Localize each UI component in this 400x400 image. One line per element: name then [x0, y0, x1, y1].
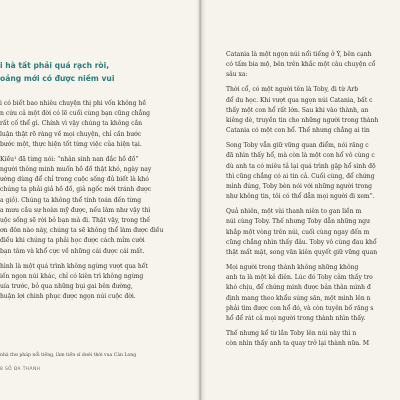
- text-line: a giỏ). Chúng ta không thể tính toán đến từng: [0, 196, 142, 204]
- right-body-text: [226, 50, 400, 354]
- text-line: cũng chẳng nhìn thấy đâu. Toby vô cùng đau khổ: [226, 238, 377, 246]
- right-page: [201, 0, 400, 400]
- text-line: thấy một con hổ rất lớn. Sau khi vào thành, an: [226, 106, 369, 114]
- text-line: núi cùng Toby. Thế nhưng Toby dẫn những ngư: [226, 218, 370, 226]
- text-line: bước một, thực hiện tốt từng việc của hiện tại.: [0, 140, 142, 148]
- left-body-text: [0, 99, 199, 307]
- text-line: a mưu cầu sự hoàn mỹ được, nếu làm như vậy thì: [0, 206, 151, 214]
- paragraph: [226, 207, 400, 258]
- text-line: iến ngọn núi khác, chỉ có kiên trì không ngừng: [0, 272, 144, 280]
- text-line: huận lợi chinh phục được ngọn núi cuộc đời.: [0, 293, 136, 301]
- chapter-heading: [0, 59, 199, 85]
- text-line: uía trước, bỏ qua những bụi gai bên đường,: [0, 283, 133, 291]
- text-line: thì cũng chẳng có ai tin cả. Cuối cùng, để chứng: [226, 172, 375, 180]
- text-line: Song Toby vẫn giữ vững quan điểm, nói răng c: [226, 142, 369, 150]
- left-page: [0, 0, 199, 400]
- text-line: có tấm bia mộ, bên trên khắc một câu chuyện cổ: [226, 61, 376, 69]
- text-line: sâu xa:: [226, 71, 248, 79]
- text-line: Catania là một ngọn núi nổi tiếng ở Ý, bên cạnh: [226, 51, 372, 58]
- text-line: khó chịu, để chứng minh được bản thân mình đ: [226, 284, 371, 292]
- text-line: rất cố thể gì. Chính vì vậy chúng ta không cần: [0, 120, 143, 128]
- text-line: dù anh ta có miêu tả lại quá trình gặp hổ sinh độ: [226, 162, 376, 170]
- heading-line: i hà tất phải quá rạch ròi,: [0, 61, 110, 70]
- text-line: luận thật rõ ràng về mọi chuyện, chỉ cần bước: [0, 130, 142, 138]
- paragraph: [226, 141, 400, 202]
- text-line: Quả nhiên, một vài thanh niên to gan liền m: [226, 208, 362, 216]
- text-line: Mọi người trong thành không những không: [226, 264, 359, 272]
- text-line: như không tin, tôi có thể dẫn mọi người đi xem”.: [226, 193, 375, 201]
- text-line: khắp một vòng trên núi, cuối cùng ngay đến m: [226, 228, 370, 236]
- text-line: Kiều¹ đã từng nói: “nhân sinh nan đắc hồ đồ”: [0, 155, 139, 163]
- text-line: ơn đôn nào này, chúng ta sẽ không thể làm được điều: [0, 227, 164, 235]
- text-line: đã nhìn thấy hổ, mà còn là một con hổ vô cùng c: [226, 152, 375, 160]
- heading-line: oảng mới có được niềm vui: [0, 74, 115, 83]
- text-line: kiêng dè, truyền tin cho những người trong thành: [226, 117, 379, 125]
- text-line: để du học. Khi vượt qua ngọn núi Catania, bất c: [226, 96, 373, 104]
- text-line: anh ta là một kẻ điên. Lúc đó Toby cảm thấy tro: [226, 274, 373, 282]
- book-gutter: [196, 0, 206, 400]
- text-line: Thời cổ, có một người tên là Toby, đi từ Arb: [226, 86, 359, 94]
- paragraph: [226, 85, 400, 136]
- text-line: hình là một quá trình không ngừng vượt qua hết: [0, 262, 148, 270]
- page-footer: 8 SỐ ĐA THÀNH: [0, 367, 41, 372]
- text-line: thật mất mặt, song văn kiên quyết giữ vững quan: [226, 249, 378, 257]
- paragraph: [0, 99, 199, 150]
- text-line: Catania có một con hổ. Thế nhưng chẳng ai tin: [226, 127, 370, 135]
- text-line: n cứu cả một đời có lẽ cuối cùng bạn cũng chẳng: [0, 110, 151, 118]
- text-line: i có biết bao nhiêu chuyện thị phi vốn không hề: [0, 100, 147, 107]
- text-line: chúng ta phải giả hồ đồ, giả ngốc mới tránh được: [0, 186, 152, 194]
- text-line: điều khi chúng ta phải học được cách mỉm cười: [0, 237, 145, 245]
- text-line: mình đúng, Toby bèn nói với những người trong: [226, 183, 372, 191]
- text-line: còn nhìn thấy anh ta quay trở lại thành nữa. M: [226, 340, 370, 348]
- text-line: bạn tâm và khổ cực về những cái được cái mất.: [0, 247, 145, 255]
- text-line: uộc sống sẽ rời bỏ bạn mà đi. Thật vậy, trong thế: [0, 217, 151, 225]
- text-line: định mang theo khẩu súng săn, một mình lên n: [226, 294, 371, 302]
- paragraph: [226, 263, 400, 324]
- text-line: Thế nhưng kể từ lần Toby lên núi này thì n: [226, 330, 357, 338]
- text-line: hổ để rát cả mọi người trong thành nhìn thấy.: [226, 315, 366, 323]
- text-line: ường dùng để chỉ trong cuộc sống đủ biết là khó: [0, 176, 149, 184]
- paragraph: [0, 155, 199, 257]
- paragraph: [226, 329, 400, 349]
- text-line: phải tìm được con hổ đó, và còn tuyên bố răng s: [226, 304, 374, 312]
- paragraph: [0, 262, 199, 303]
- paragraph: [226, 50, 400, 81]
- text-line: người thông minh muốn hồ đồ thật khó, ngày nay: [0, 166, 152, 174]
- footnote: nhà thư pháp nổi tiếng, làm tiến sĩ dưới thời vua Càn Long: [0, 353, 137, 358]
